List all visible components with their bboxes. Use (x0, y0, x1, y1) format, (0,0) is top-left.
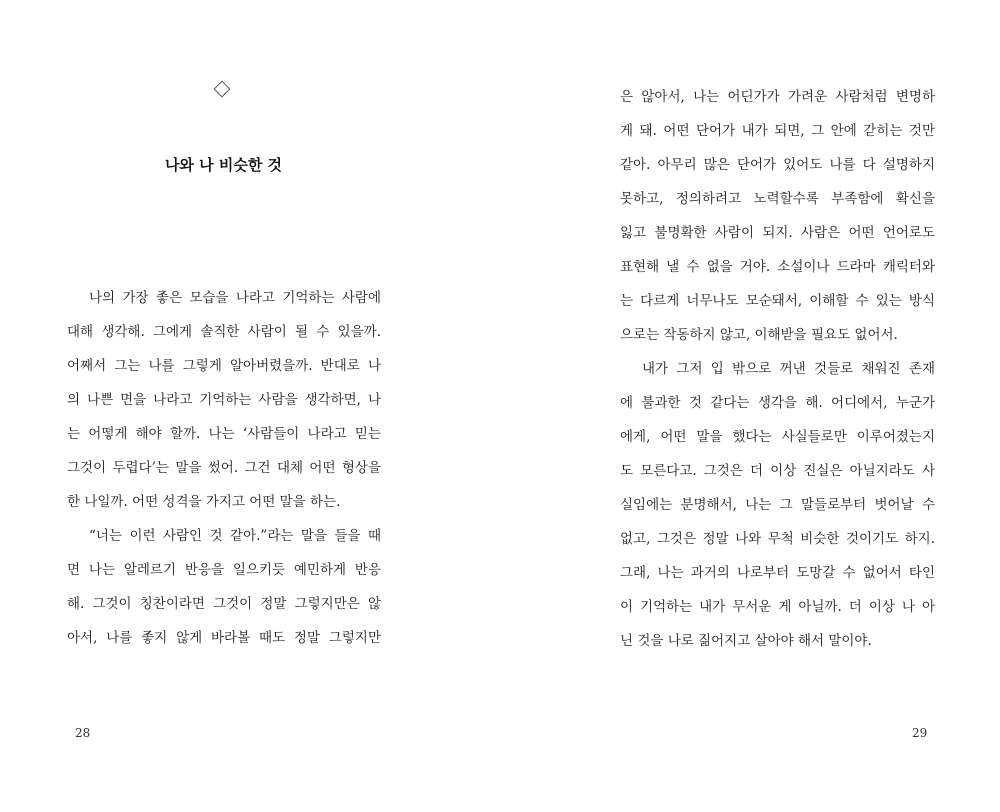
page-number: 29 (912, 726, 928, 740)
text-line: 면 나는 알레르기 반응을 일으키듯 예민하게 반응 (67, 562, 381, 578)
paragraph (620, 352, 935, 658)
text-line: 닌 것을 나로 짊어지고 살아야 해서 말이야. (620, 633, 872, 649)
body-text (67, 281, 381, 655)
text-line: 의 나쁜 면을 나라고 기억하는 사람을 생각하면, 나 (67, 392, 381, 408)
text-line: 게 돼. 어떤 단어가 내가 되면, 그 안에 갇히는 것만 (620, 123, 935, 139)
text-line: 는 다르게 너무나도 모순돼서, 이해할 수 있는 방식 (620, 293, 935, 309)
text-line: 에게, 어떤 말을 했다는 사실들로만 이루어졌는지 (620, 429, 935, 445)
text-line: 표현해 낼 수 없을 거야. 소설이나 드라마 캐릭터와 (620, 259, 935, 275)
chapter-title: 나와 나 비슷한 것 (164, 156, 283, 174)
text-line: 으로는 작동하지 않고, 이해받을 필요도 없어서. (620, 327, 898, 343)
text-line: 해. 그것이 칭찬이라면 그것이 정말 그렇지만은 않 (67, 596, 381, 612)
text-line: 나의 가장 좋은 모습을 나라고 기억하는 사람에 (89, 290, 381, 306)
text-line: 그것이 두렵다’는 말을 썼어. 그건 대체 어떤 형상을 (67, 460, 381, 476)
page-number: 28 (75, 726, 91, 740)
paragraph (67, 281, 381, 519)
paragraph (620, 80, 935, 352)
text-line: “너는 이런 사람인 것 같아.”라는 말을 들을 때 (89, 528, 381, 544)
text-line: 같아. 아무리 많은 단어가 있어도 나를 다 설명하지 (620, 157, 935, 173)
right-page (500, 0, 1000, 812)
text-line: 는 어떻게 해야 할까. 나는 ‘사람들이 나라고 믿는 (67, 426, 381, 442)
text-line: 은 않아서, 나는 어딘가가 가려운 사람처럼 변명하 (620, 89, 935, 105)
text-line: 그래, 나는 과거의 나로부터 도망갈 수 없어서 타인 (620, 565, 935, 581)
paragraph (67, 519, 381, 655)
text-line: 아서, 나를 좋지 않게 바라볼 때도 정말 그렇지만 (67, 630, 381, 646)
text-line: 못하고, 정의하려고 노력할수록 부족함에 확신을 (620, 191, 935, 207)
text-line: 한 나일까. 어떤 성격을 가지고 어떤 말을 하는. (67, 494, 341, 510)
body-text (620, 80, 935, 658)
text-line: 대해 생각해. 그에게 솔직한 사람이 될 수 있을까. (67, 324, 381, 340)
text-line: 이 기억하는 내가 무서운 게 아닐까. 더 이상 나 아 (620, 599, 935, 615)
text-line: 실임에는 분명해서, 나는 그 말들로부터 벗어날 수 (620, 497, 935, 513)
text-line: 에 불과한 것 같다는 생각을 해. 어디에서, 누군가 (620, 395, 935, 411)
text-line: 내가 그저 입 밖으로 꺼낸 것들로 채워진 존재 (642, 361, 935, 377)
diamond-ornament-icon (214, 81, 231, 98)
text-line: 잃고 불명확한 사람이 되지. 사람은 어떤 언어로도 (620, 225, 935, 241)
text-line: 어째서 그는 나를 그렇게 알아버렸을까. 반대로 나 (67, 358, 381, 374)
text-line: 도 모른다고. 그것은 더 이상 진실은 아닐지라도 사 (620, 463, 935, 479)
text-line: 없고, 그것은 정말 나와 무척 비슷한 것이기도 하지. (620, 531, 935, 547)
